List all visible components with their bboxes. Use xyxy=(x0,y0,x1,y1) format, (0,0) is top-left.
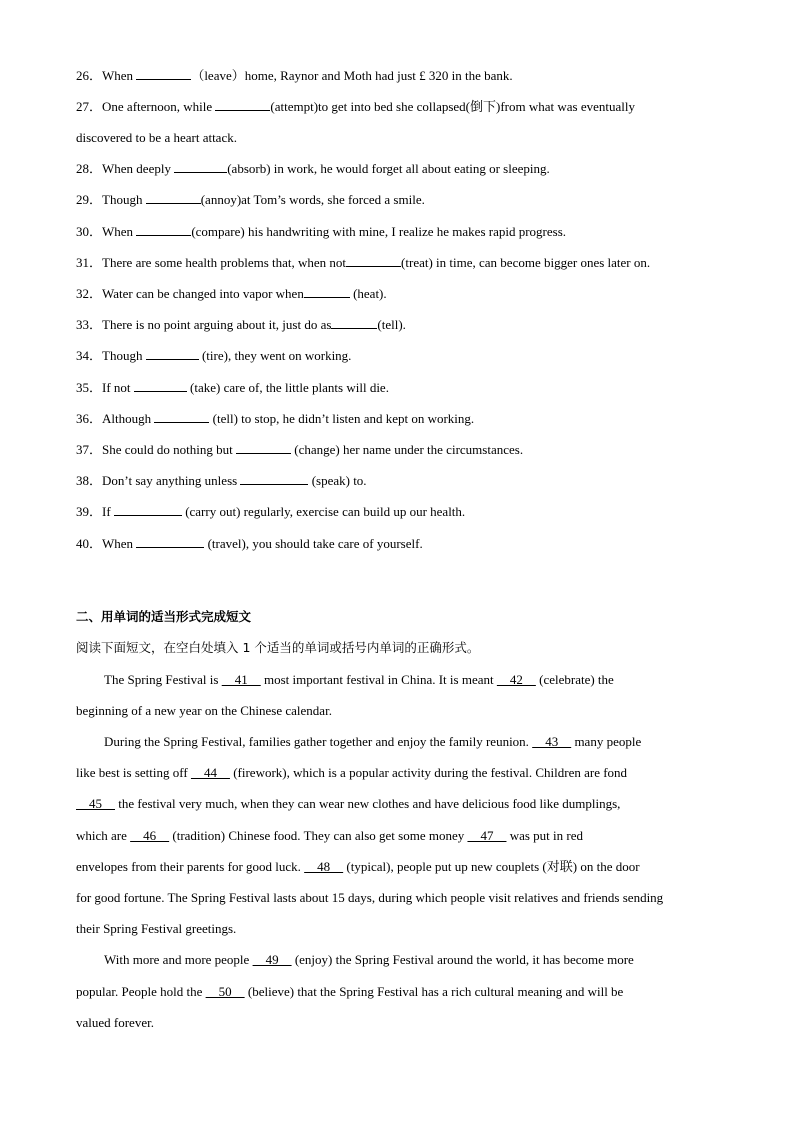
passage-line xyxy=(76,703,332,719)
passage-text: (typical), people put up new couplets (对联) on the door xyxy=(343,859,640,874)
passage-blank[interactable]: 46 xyxy=(130,828,170,843)
answer-blank[interactable] xyxy=(174,161,227,173)
exercise-item xyxy=(76,504,465,520)
item-text-after: （leave）home, Raynor and Moth had just £ 320 in the bank. xyxy=(191,68,513,83)
section-instruction: 阅读下面短文，在空白处填入 1 个适当的单词或括号内单词的正确形式。 xyxy=(76,640,480,655)
passage-blank[interactable]: 48 xyxy=(304,859,344,874)
item-text-after: (absorb) in work, he would forget all about eating or sleeping. xyxy=(227,161,550,176)
item-text-before: There are some health problems that, when not xyxy=(102,255,347,270)
exercise-item xyxy=(76,286,387,302)
passage-text: During the Spring Festival, families gather together and enjoy the family reunion. xyxy=(104,734,533,749)
passage-blank[interactable]: 43 xyxy=(532,734,572,749)
passage-blank[interactable]: 44 xyxy=(190,765,230,780)
passage-text: like best is setting off xyxy=(76,765,191,780)
answer-blank[interactable] xyxy=(136,68,191,80)
passage-line xyxy=(76,828,583,844)
passage-text: beginning of a new year on the Chinese calendar. xyxy=(76,703,332,718)
item-text-before: Though xyxy=(102,348,146,363)
passage-blank[interactable]: 45 xyxy=(76,796,115,811)
answer-blank[interactable] xyxy=(346,255,401,267)
passage-text: for good fortune. The Spring Festival lasts about 15 days, during which people visit relatives and friends sending xyxy=(76,890,664,905)
exercise-item xyxy=(76,411,474,427)
item-text-before: When xyxy=(102,536,137,551)
answer-blank[interactable] xyxy=(304,286,350,298)
answer-blank[interactable] xyxy=(236,442,291,454)
passage-text: many people xyxy=(571,734,642,749)
passage-line xyxy=(104,952,634,968)
passage-text: With more and more people xyxy=(104,952,253,967)
item-number: 34． xyxy=(76,348,103,363)
item-text-before: One afternoon, while xyxy=(102,99,216,114)
passage-text: The Spring Festival is xyxy=(104,672,222,687)
exercise-item xyxy=(76,473,367,489)
passage-text: (tradition) Chinese food. They can also get some money xyxy=(169,828,468,843)
item-text-before: There is no point arguing about it, just do as xyxy=(102,317,332,332)
item-text-after: (carry out) regularly, exercise can build up our health. xyxy=(181,504,466,519)
item-number: 31． xyxy=(76,255,103,270)
item-text-after: (treat) in time, can become bigger ones later on. xyxy=(401,255,651,270)
item-text-after: (attempt)to get into bed she collapsed(倒下)from what was eventually xyxy=(270,99,635,114)
item-text-before: When xyxy=(102,224,137,239)
passage-text: most important festival in China. It is meant xyxy=(260,672,497,687)
passage-text: popular. People hold the xyxy=(76,984,206,999)
answer-blank[interactable] xyxy=(146,348,199,360)
passage-text: envelopes from their parents for good luck. xyxy=(76,859,305,874)
passage-line xyxy=(76,890,663,906)
item-text-after: (annoy)at Tom’s words, she forced a smile. xyxy=(200,192,425,207)
answer-blank[interactable] xyxy=(136,536,204,548)
item-text-before: Although xyxy=(102,411,155,426)
item-text-before: Water can be changed into vapor when xyxy=(102,286,304,301)
passage-line xyxy=(76,921,236,937)
answer-blank[interactable] xyxy=(134,380,187,392)
item-text-after: (heat). xyxy=(349,286,387,301)
passage-blank[interactable]: 41 xyxy=(221,672,261,687)
exercise-item xyxy=(76,317,406,333)
item-number: 39． xyxy=(76,504,103,519)
exercise-item xyxy=(76,442,523,458)
item-number: 29． xyxy=(76,192,103,207)
passage-line xyxy=(76,796,620,812)
passage-blank[interactable]: 50 xyxy=(205,984,245,999)
passage-line xyxy=(76,859,640,875)
passage-line xyxy=(76,1015,154,1031)
item-number: 35． xyxy=(76,380,103,395)
item-number: 37． xyxy=(76,442,103,457)
exercise-item xyxy=(76,99,635,115)
exercise-item xyxy=(76,161,550,177)
passage-line xyxy=(104,672,614,688)
item-text-after: (compare) his handwriting with mine, I realize he makes rapid progress. xyxy=(191,224,567,239)
item-text-before: If xyxy=(102,504,114,519)
item-text-before: discovered to be a heart attack. xyxy=(76,130,237,145)
answer-blank[interactable] xyxy=(154,411,209,423)
item-text-after: (take) care of, the little plants will die. xyxy=(186,380,389,395)
item-number: 36． xyxy=(76,411,103,426)
item-text-before: She could do nothing but xyxy=(102,442,236,457)
item-text-after: (travel), you should take care of yourself. xyxy=(204,536,423,551)
exercise-item xyxy=(76,348,351,364)
exercise-item xyxy=(76,68,513,84)
item-number: 28． xyxy=(76,161,103,176)
item-text-after: (tell) to stop, he didn’t listen and kept on working. xyxy=(209,411,475,426)
item-number: 32． xyxy=(76,286,103,301)
answer-blank[interactable] xyxy=(114,504,182,516)
item-number: 26． xyxy=(76,68,103,83)
passage-text: (believe) that the Spring Festival has a rich cultural meaning and will be xyxy=(244,984,624,999)
item-number: 40． xyxy=(76,536,103,551)
item-text-before: When deeply xyxy=(102,161,175,176)
item-text-before: If not xyxy=(102,380,134,395)
passage-line xyxy=(76,765,627,781)
answer-blank[interactable] xyxy=(146,192,201,204)
passage-text: (celebrate) the xyxy=(535,672,614,687)
item-text-before: When xyxy=(102,68,137,83)
answer-blank[interactable] xyxy=(331,317,377,329)
passage-line xyxy=(104,734,641,750)
item-text-after: (speak) to. xyxy=(308,473,367,488)
exercise-item xyxy=(76,192,425,208)
exercise-item xyxy=(76,224,566,240)
exercise-item xyxy=(76,380,389,396)
exercise-item xyxy=(76,130,237,146)
passage-text: their Spring Festival greetings. xyxy=(76,921,237,936)
answer-blank[interactable] xyxy=(215,99,270,111)
exercise-item xyxy=(76,536,423,552)
passage-blank[interactable]: 49 xyxy=(252,952,292,967)
passage-text: was put in red xyxy=(506,828,584,843)
item-text-before: Though xyxy=(102,192,146,207)
item-text-after: (tell). xyxy=(377,317,406,332)
exercise-item xyxy=(76,255,650,271)
item-number: 27． xyxy=(76,99,103,114)
passage-line xyxy=(76,984,623,1000)
item-number: 30． xyxy=(76,224,103,239)
passage-text: the festival very much, when they can wear new clothes and have delicious food like dumplings, xyxy=(115,796,621,811)
passage-text: which are xyxy=(76,828,131,843)
answer-blank[interactable] xyxy=(136,224,191,236)
passage-text: valued forever. xyxy=(76,1015,154,1030)
item-text-after: (change) her name under the circumstances. xyxy=(290,442,524,457)
item-text-after: (tire), they went on working. xyxy=(198,348,352,363)
item-number: 33． xyxy=(76,317,103,332)
passage-text: (enjoy) the Spring Festival around the world, it has become more xyxy=(291,952,634,967)
section-heading: 二、用单词的适当形式完成短文 xyxy=(76,609,252,624)
passage-blank[interactable]: 47 xyxy=(467,828,507,843)
item-text-before: Don’t say anything unless xyxy=(102,473,241,488)
passage-text: (firework), which is a popular activity during the festival. Children are fond xyxy=(229,765,628,780)
passage-blank[interactable]: 42 xyxy=(496,672,536,687)
answer-blank[interactable] xyxy=(240,473,308,485)
item-number: 38． xyxy=(76,473,103,488)
